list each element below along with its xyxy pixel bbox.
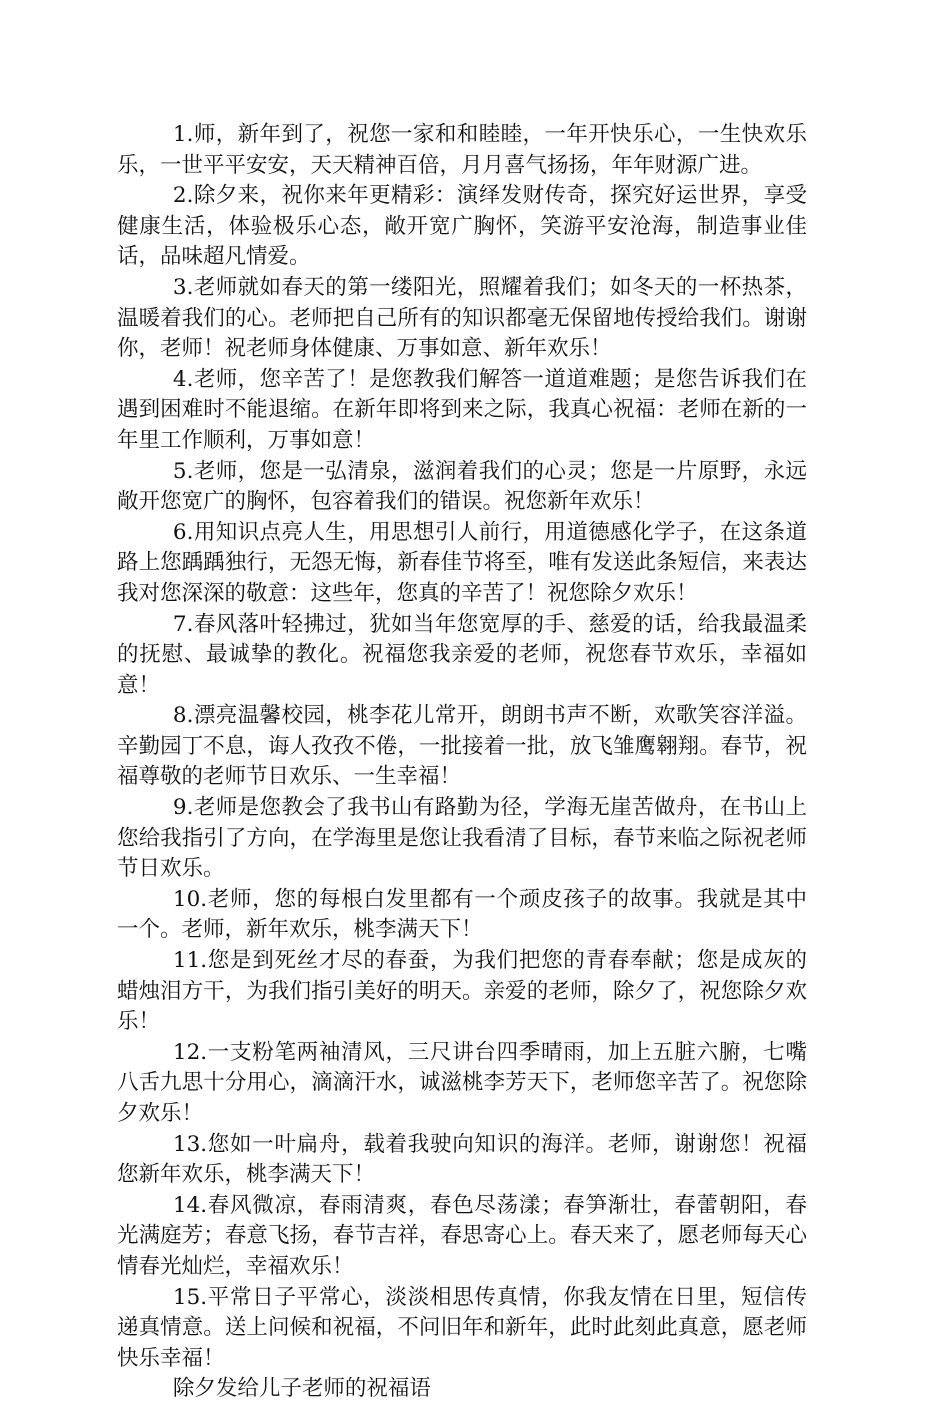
blessing-paragraph-11: 11.您是到死丝才尽的春蚕，为我们把您的青春奉献；您是成灰的蜡烛泪方干，为我们指引美好的明天。亲爱的老师，除夕了，祝您除夕欢乐！ (117, 948, 807, 1035)
blessing-paragraph-2: 2.除夕来，祝你来年更精彩：演绎发财传奇，探究好运世界，享受健康生活，体验极乐心态，敞开宽广胸怀，笑游平安沧海，制造事业佳话，品味超凡情爱。 (117, 183, 807, 270)
blessing-paragraph-3: 3.老师就如春天的第一缕阳光，照耀着我们；如冬天的一杯热茶，温暖着我们的心。老师把自己所有的知识都毫无保留地传授给我们。谢谢你，老师！祝老师身体健康、万事如意、新年欢乐！ (117, 274, 807, 362)
section-heading: 除夕发给儿子老师的祝福语 (172, 1376, 431, 1402)
blessing-paragraph-5: 5.老师，您是一弘清泉，滋润着我们的心灵；您是一片原野，永远敞开您宽广的胸怀，包容着我们的错误。祝您新年欢乐！ (117, 458, 807, 515)
blessing-paragraph-1: 1.师，新年到了，祝您一家和和睦睦，一年开快乐心，一生快欢乐乐，一世平平安安，天天精神百倍，月月喜气扬扬，年年财源广进。 (117, 122, 807, 178)
blessing-paragraph-14: 14.春风微凉，春雨清爽，春色尽荡漾；春笋渐壮，春蕾朝阳，春光满庭芳；春意飞扬，春节吉祥，春思寄心上。春天来了，愿老师每天心情春光灿烂，幸福欢乐！ (117, 1192, 807, 1279)
blessing-paragraph-4: 4.老师，您辛苦了！是您教我们解答一道道难题；是您告诉我们在遇到困难时不能退缩。在新年即将到来之际，我真心祝福：老师在新的一年里工作顺利，万事如意！ (117, 366, 807, 453)
blessing-paragraph-7: 7.春风落叶轻拂过，犹如当年您宽厚的手、慈爱的话，给我最温柔的抚慰、最诚挚的教化。祝福您我亲爱的老师，祝您春节欢乐，幸福如意！ (117, 611, 807, 698)
document-body (117, 120, 807, 1405)
blessing-paragraph-10: 10.老师，您的每根白发里都有一个顽皮孩子的故事。我就是其中一个。老师，新年欢乐，桃李满天下！ (117, 886, 807, 943)
blessing-paragraph-12: 12.一支粉笔两袖清风，三尺讲台四季晴雨，加上五脏六腑，七嘴八舌九思十分用心，滴滴汗水，诚滋桃李芳天下，老师您辛苦了。祝您除夕欢乐！ (117, 1039, 807, 1126)
blessing-paragraph-8: 8.漂亮温馨校园，桃李花儿常开，朗朗书声不断，欢歌笑容洋溢。辛勤园丁不息，诲人孜孜不倦，一批接着一批，放飞雏鹰翱翔。春节，祝福尊敬的老师节日欢乐、一生幸福！ (117, 703, 807, 790)
blessing-paragraph-13: 13.您如一叶扁舟，载着我驶向知识的海洋。老师，谢谢您！祝福您新年欢乐，桃李满天下！ (117, 1131, 807, 1188)
blessing-paragraph-15: 15.平常日子平常心，淡淡相思传真情，你我友情在日里，短信传递真情意。送上问候和祝福，不问旧年和新年，此时此刻此真意，愿老师快乐幸福！ (117, 1284, 807, 1371)
blessing-paragraph-6: 6.用知识点亮人生，用思想引人前行，用道德感化学子，在这条道路上您踽踽独行，无怨无悔，新春佳节将至，唯有发送此条短信，来表达我对您深深的敬意：这些年，您真的辛苦了！祝您除夕欢乐！ (117, 519, 807, 606)
blessing-paragraph-9: 9.老师是您教会了我书山有路勤为径，学海无崖苦做舟，在书山上您给我指引了方向，在学海里是您让我看清了目标，春节来临之际祝老师节日欢乐。 (117, 795, 807, 882)
